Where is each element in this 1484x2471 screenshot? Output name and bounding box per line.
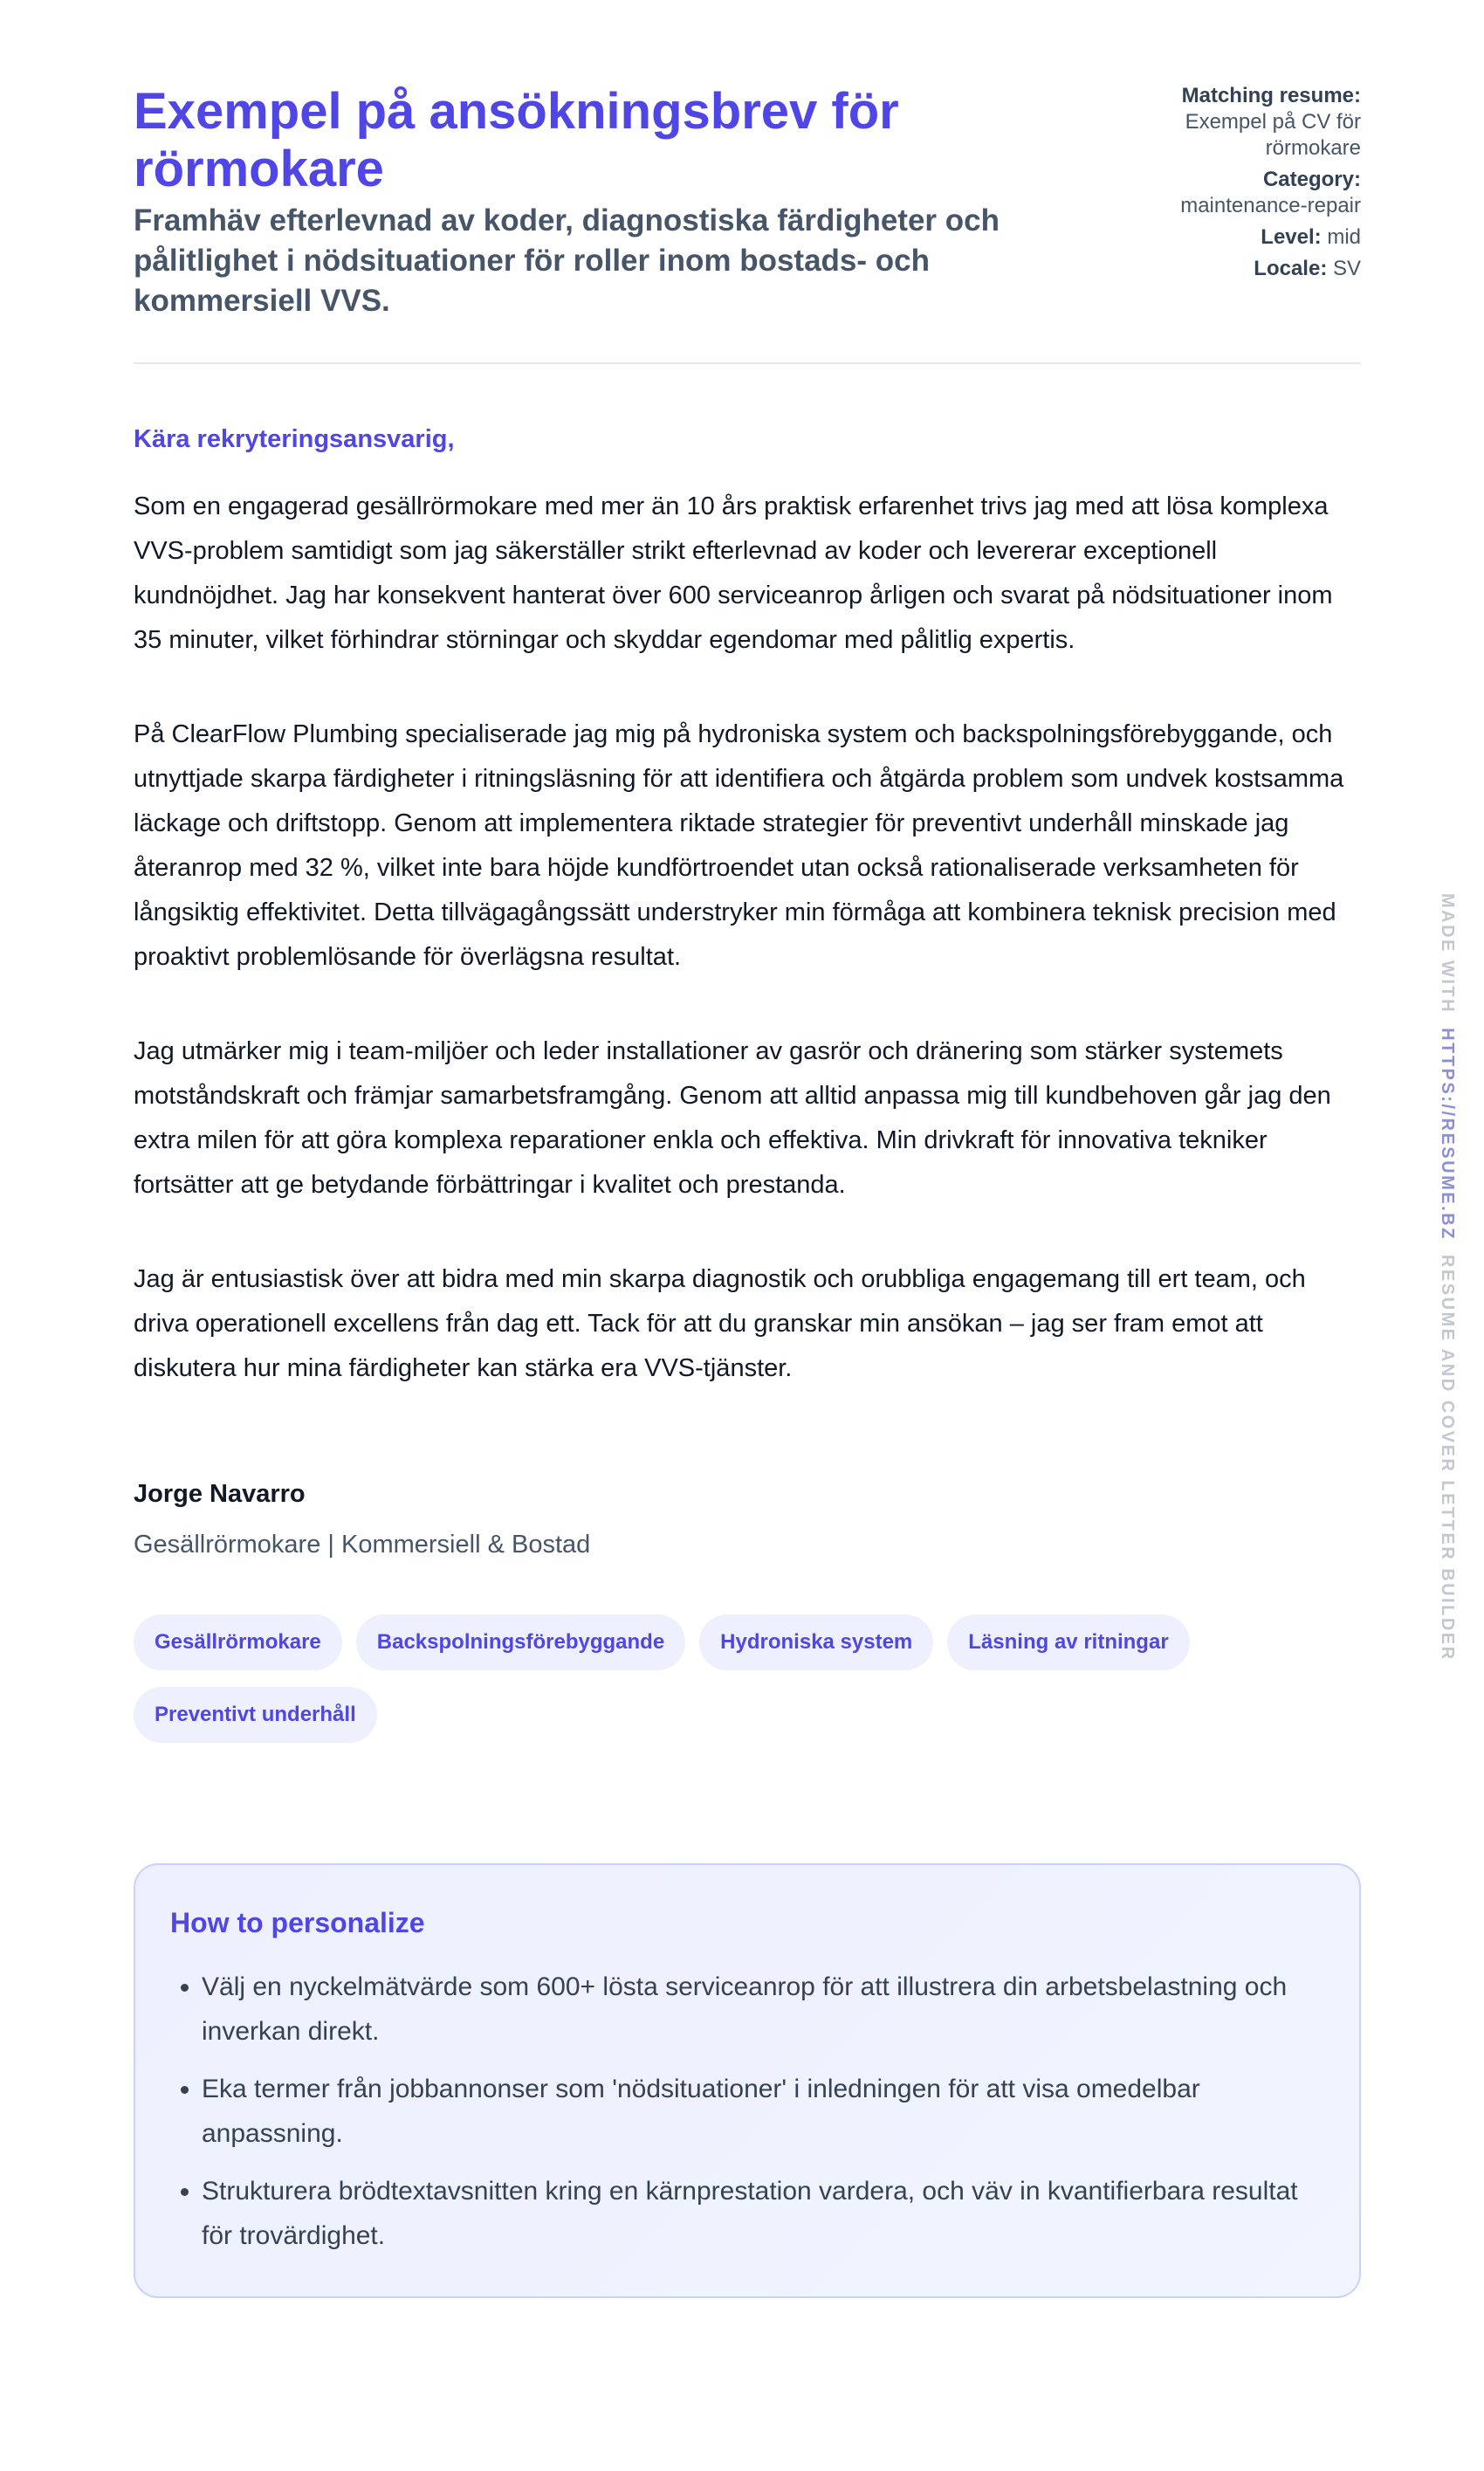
page-subtitle: Framhäv efterlevnad av koder, diagnostiska färdigheter och pålitlighet i nödsituationer för roller inom bostads- och kommersiell VVS. [134,203,1000,318]
header-divider [134,362,1361,364]
signature-name: Jorge Navarro [134,1480,306,1508]
meta-category-value: maintenance-repair [1180,194,1361,217]
personalize-panel [134,1863,1361,2298]
meta-locale-label: Locale: [1254,257,1328,280]
personalize-item: • Välj en nyckelmätvärde som 600+ lösta serviceanrop för att illustrera din arbetsbelastning och inverkan direkt. [202,1965,1324,2054]
meta-level [1099,224,1361,251]
page-header [134,83,1361,362]
credit-link[interactable]: HTTPS://RESUME.BZ [1438,1028,1457,1241]
letter-salutation: Kära rekryteringsansvarig, [134,425,455,453]
personalize-item: • Eka termer från jobbannonser som 'nödsituationer' i inledningen för att visa omedelbar anpassning. [202,2067,1324,2156]
letter-paragraph: Som en engagerad gesällrörmokare med mer än 10 års praktisk erfarenhet trivs jag med att lösa komplexa VVS-problem samtidigt som jag säkerställer strikt efterlevnad av koder och levererar exceptionell kundnöjdhet. Jag har konsekvent hanterat över 600 serviceanrop årligen och svarat på nödsituationer inom 35 minuter, vilket förhindrar störningar och skyddar egendomar med pålitlig expertis. [134,492,1333,654]
meta-level-label: Level: [1261,225,1322,249]
signature-role: Gesällrörmokare | Kommersiell & Bostad [134,1531,591,1559]
meta-locale [1099,256,1361,282]
side-credit-text [1430,893,1465,1662]
meta-panel [1099,83,1361,287]
cover-letter-page [134,83,1361,2298]
meta-matching-resume [1099,83,1361,162]
letter-paragraph: Jag utmärker mig i team-miljöer och leder installationer av gasrör och dränering som stärker systemets motståndskraft och främjar samarbetsframgång. Genom att alltid anpassa mig till kundbehoven går jag den extra milen för att göra komplexa reparationer enkla och effektiva. Min drivkraft för innovativa tekniker fortsätter att ge betydande förbättringar i kvalitet och prestanda. [134,1037,1331,1199]
personalize-title: How to personalize [170,1907,425,1938]
letter-paragraph: På ClearFlow Plumbing specialiserade jag mig på hydroniska system och backspolningsförebyggande, och utnyttjade skarpa färdigheter i ritningsläsning för att identifiera och åtgärda problem som undvek kostsamma läckage och driftstopp. Genom att implementera riktade strategier för preventivt underhåll minskade jag återanrop med 32 %, vilket inte bara höjde kundförtroendet utan också rationaliserade verksamheten för långsiktig effektivitet. Detta tillvägagångssätt understryker min förmåga att kombinera teknisk precision med proaktivt problemlösande för överlägsna resultat. [134,720,1344,971]
meta-category [1099,167,1361,219]
letter-paragraph: Jag är entusiastisk över att bidra med min skarpa diagnostik och orubbliga engagemang till ert team, och driva operationell excellens från dag ett. Tack för att du granskar min ansökan – jag ser fram emot att diskutera hur mina färdigheter kan stärka era VVS-tjänster. [134,1265,1306,1382]
personalize-list [170,1965,1324,2258]
meta-level-value: mid [1327,225,1361,249]
skill-tag: Hydroniska system [699,1614,933,1670]
letter-body [134,423,1361,1560]
credit-prefix: MADE WITH [1438,893,1457,1015]
meta-category-label: Category: [1262,168,1361,191]
skill-tag: Preventivt underhåll [134,1687,377,1743]
skill-tag: Läsning av ritningar [947,1614,1189,1670]
personalize-item: • Strukturera brödtextavsnitten kring en kärnprestation vardera, och väv in kvantifierbara resultat för trovärdighet. [202,2169,1324,2258]
meta-locale-value: SV [1332,257,1361,280]
credit-suffix: RESUME AND COVER LETTER BUILDER [1438,1254,1457,1662]
meta-matching-resume-value: Exempel på CV för rörmokare [1185,110,1361,160]
page-title: Exempel på ansökningsbrev för rörmokare [134,83,899,197]
side-credit [1430,893,1465,1662]
skill-tag: Gesällrörmokare [134,1614,342,1670]
meta-matching-resume-label: Matching resume: [1181,84,1361,107]
skill-tag: Backspolningsförebyggande [356,1614,685,1670]
skill-tags [134,1614,1361,1743]
